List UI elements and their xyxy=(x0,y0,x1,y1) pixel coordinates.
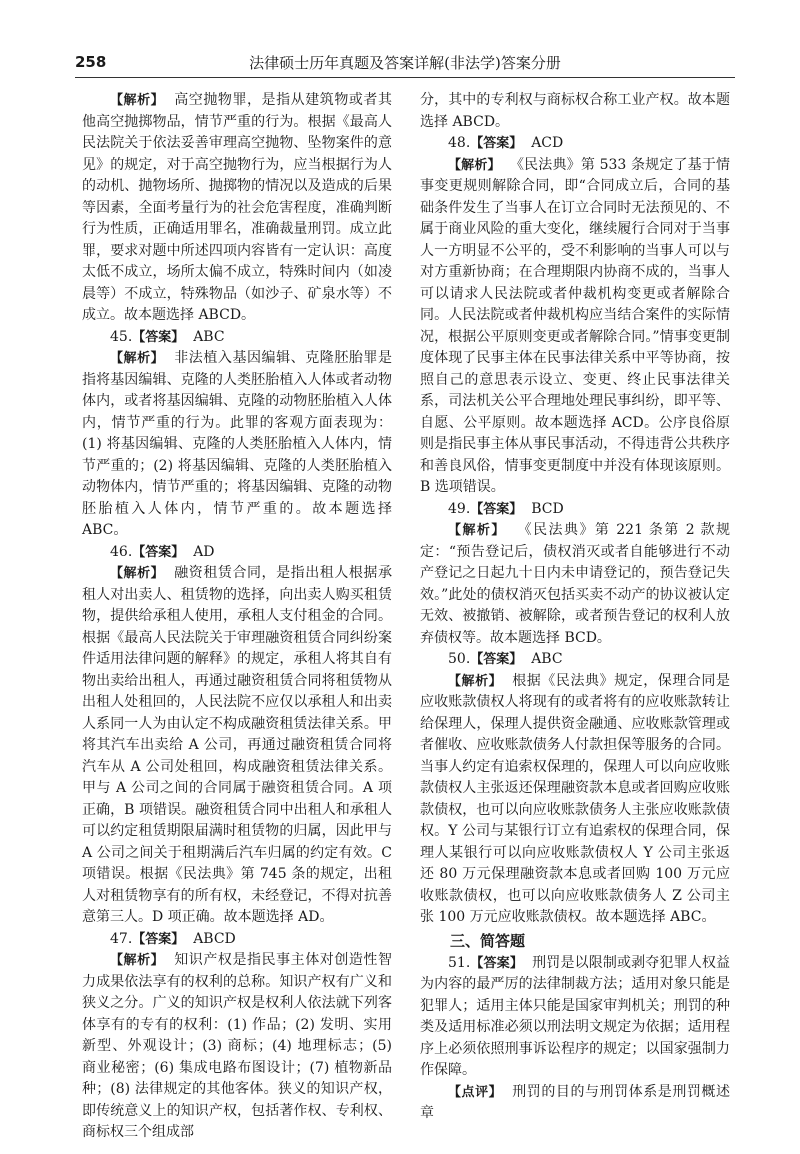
answer-text: 刑罚是以限制或剥夺犯罪人权益为内容的最严厉的法律制裁方法；适用对象只能是犯罪人；适用主体只能是国家审判机关；刑罚的种类及适用标准必须以刑法明文规定为依据；适用程序上必须依照刑事诉讼程序的规定；以国家强制力作保障。 xyxy=(420,954,730,1078)
question-number: 46. xyxy=(110,543,133,560)
answer-value: ABC xyxy=(531,651,563,667)
left-column xyxy=(82,90,392,1144)
answer-label: 【答案】 xyxy=(470,501,523,517)
page-number: 258 xyxy=(75,53,107,71)
analysis-label: 【解析】 xyxy=(448,673,503,689)
question-number: 45. xyxy=(110,328,133,345)
running-title: 法律硕士历年真题及答案详解(非法学)答案分册 xyxy=(249,53,561,72)
answer-line xyxy=(420,133,730,155)
analysis-text: 《民法典》第 221 条第 2 款规定：“预告登记后，债权消灭或者自能够进行不动产登记之日起九十日内未申请登记的，预告登记失效。”此处的债权消灭包括买卖不动产的协议被认定无效、被撤销、被解除，或者预告登记的权利人放弃债权等。故本题选择 BCD。 xyxy=(420,522,730,646)
answer-value: AD xyxy=(193,543,215,560)
analysis-paragraph xyxy=(420,1082,730,1125)
analysis-text: 非法植入基因编辑、克隆胚胎罪是指将基因编辑、克隆的人类胚胎植入人体或者动物体内，或者将基因编辑、克隆的动物胚胎植入人体内，情节严重的行为。此罪的客观方面表现为：(1) 将基因编辑、克隆的人类胚胎植入人体内，情节严重的；(2) 将基因编辑、克隆的人类胚胎植入动物体内，情节严重的；将基因编辑、克隆的动物胚胎植入人体内，情节严重的。故本题选择 ABC。 xyxy=(82,350,392,538)
answer-line xyxy=(420,649,730,671)
analysis-label: 【解析】 xyxy=(110,351,165,366)
continuation-paragraph: 分，其中的专利权与商标权合称工业产权。故本题选择 ABCD。 xyxy=(420,92,730,130)
answer-line xyxy=(420,499,730,521)
analysis-paragraph xyxy=(420,520,730,649)
analysis-paragraph xyxy=(420,155,730,499)
analysis-label: 【解析】 xyxy=(110,953,165,968)
answer-line xyxy=(82,929,392,951)
analysis-paragraph xyxy=(82,348,392,542)
analysis-label: 【解析】 xyxy=(110,93,165,108)
section-heading: 三、简答题 xyxy=(450,931,526,950)
question-number: 51. xyxy=(448,954,471,971)
question-number: 47. xyxy=(110,930,133,947)
analysis-paragraph xyxy=(420,671,730,929)
question-number: 48. xyxy=(448,135,471,151)
answer-value: BCD xyxy=(531,500,564,517)
page-header xyxy=(75,50,735,74)
analysis-label: 【解析】 xyxy=(448,523,506,538)
analysis-label: 【解析】 xyxy=(110,566,165,581)
analysis-paragraph xyxy=(82,950,392,1144)
analysis-text: 《民法典》第 533 条规定了基于情事变更规则解除合同，即“合同成立后，合同的基础条件发生了当事人在订立合同时无法预见的、不属于商业风险的重大变化，继续履行合同对于当事人一方明显不公平的，受不利影响的当事人可以与对方重新协商；在合理期限内协商不成的，当事人可以请求人民法院或者仲裁机构变更或者解除合同。人民法院或者仲裁机构应当结合案件的实际情况，根据公平原则变更或者解除合同。”情事变更制度体现了民事主体在民事法律关系中平等协商，按照自己的意思表示设立、变更、终止民事法律关系，司法机关公平合理地处理民事纠纷，即平等、自愿、公平原则。故本题选择 ACD。公序良俗原则是指民事主体从事民事活动，不得违背公共秩序和善良风俗，情事变更制度中并没有体现该原则。B 选项错误。 xyxy=(420,156,730,495)
answer-label: 【答案】 xyxy=(470,652,523,667)
answer-label: 【答案】 xyxy=(132,329,185,345)
analysis-text: 刑罚的目的与刑罚体系是刑罚概述章 xyxy=(420,1083,730,1121)
analysis-text: 根据《民法典》规定，保理合同是应收账款债权人将现有的或者将有的应收账款转让给保理人，保理人提供资金融通、应收账款管理或者催收、应收账款债务人付款担保等服务的合同。当事人约定有追索权保理的，保理人可以向应收账款债权人主张返还保理融资款本息或者回购应收账款债权，也可以向应收账款债务人主张应收账款债权。Y 公司与某银行订立有追索权的保理合同，保理人某银行可以向应收账款债权人 Y 公司主张返还 80 万元保理融资款本息或者回购 100 万元应收账款债权，也可以向应收账款债务人 Z 公司主张 100 万元应收账款债权。故本题选择 ABC。 xyxy=(420,672,730,925)
answer-value: ABCD xyxy=(193,930,236,947)
analysis-label: 【点评】 xyxy=(448,1084,503,1100)
answer-label: 【答案】 xyxy=(132,544,185,560)
question-number: 49. xyxy=(448,500,471,517)
analysis-text: 高空抛物罪，是指从建筑物或者其他高空抛掷物品，情节严重的行为。根据《最高人民法院关于依法妥善审理高空抛物、坠物案件的意见》的规定，对于高空抛物行为，应当根据行为人的动机、抛物场所、抛掷物的情况以及造成的后果等因素，全面考量行为的社会危害程度，准确判断行为性质，正确适用罪名，准确裁量刑罚。成立此罪，要求对题中所述四项内容皆有一定认识：高度太低不成立，场所太偏不成立，特殊时间内（如凌晨等）不成立，特殊物品（如沙子、矿泉水等）不成立。故本题选择 ABCD。 xyxy=(82,92,392,323)
answer-line xyxy=(82,542,392,564)
analysis-text: 知识产权是指民事主体对创造性智力成果依法享有的权利的总称。知识产权有广义和狭义之分。广义的知识产权是权利人依法就下列客体享有的专有的权利：(1) 作品；(2) 发明、实用新型、外观设计；(3) 商标；(4) 地理标志；(5) 商业秘密；(6) 集成电路布图设计；(7) 植物新品种；(8) 法律规定的其他客体。狭义的知识产权，即传统意义上的知识产权，包括著作权、专利权、商标权三个组成部 xyxy=(82,952,392,1140)
answer-label: 【答案】 xyxy=(470,136,523,151)
analysis-label: 【解析】 xyxy=(448,157,501,173)
analysis-text: 融资租赁合同，是指出租人根据承租人对出卖人、租赁物的选择，向出卖人购买租赁物，提供给承租人使用，承租人支付租金的合同。根据《最高人民法院关于审理融资租赁合同纠纷案件适用法律问题的解释》的规定，承租人将其自有物出卖给出租人，再通过融资租赁合同将租赁物从出租人处租回的，人民法院不应仅以承租人和出卖人系同一人为由认定不构成融资租赁法律关系。甲将其汽车出卖给 A 公司，再通过融资租赁合同将汽车从 A 公司处租回，构成融资租赁法律关系。甲与 A 公司之间的合同属于融资租赁合同。A 项正确，B 项错误。融资租赁合同中出租人和承租人可以约定租赁期限届满时租赁物的归属，因此甲与 A 公司之间关于租期满后汽车归属的约定有效。C 项错误。根据《民法典》第 745 条的规定，出租人对租赁物享有的所有权，未经登记，不得对抗善意第三人。D 项正确。故本题选择 AD。 xyxy=(82,565,392,925)
analysis-paragraph xyxy=(82,90,392,327)
right-column xyxy=(420,90,730,1125)
answer-value: ACD xyxy=(531,135,564,151)
analysis-paragraph xyxy=(82,563,392,929)
answer-value: ABC xyxy=(193,328,225,345)
question-number: 50. xyxy=(448,651,471,667)
answer-label: 【答案】 xyxy=(132,931,185,947)
answer-paragraph xyxy=(420,953,730,1082)
header-rule xyxy=(75,77,735,78)
answer-label: 【答案】 xyxy=(470,955,523,971)
answer-line xyxy=(82,327,392,349)
